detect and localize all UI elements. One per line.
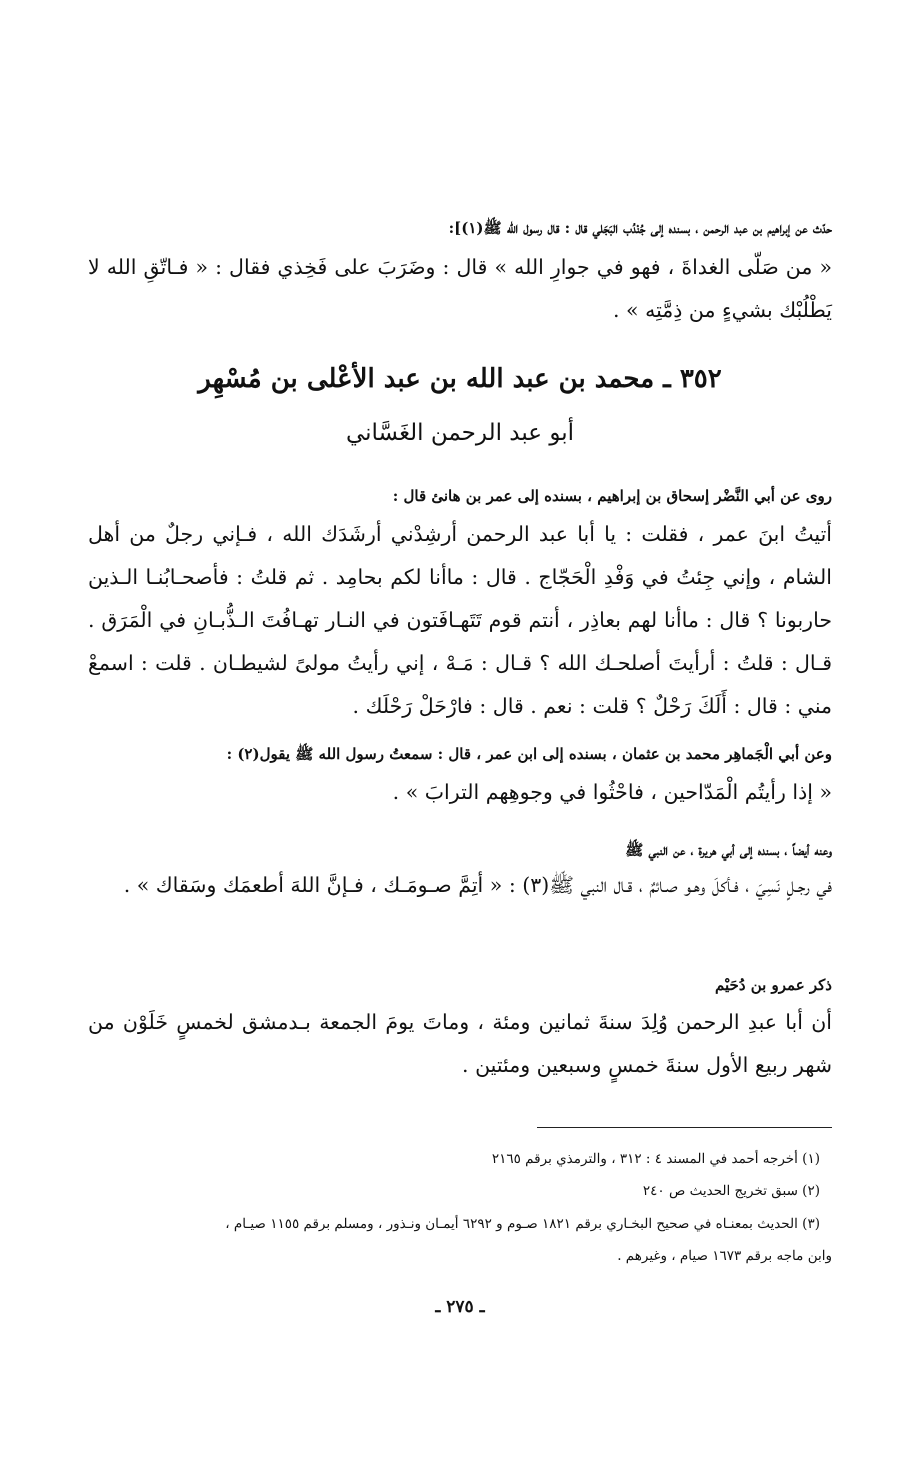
biography-subtitle: أبو عبد الرحمن الغَسَّاني [345, 420, 575, 446]
footnote-1: (١) أخرجه أحمد في المسند ٤ : ٣١٢ ، والترمذي برقم ٢١٦٥ [491, 1151, 820, 1167]
death-matn: أن أبا عبدِ الرحمن وُلِدَ سنةَ ثمانين ومئة ، وماتَ يومَ الجمعة بـدمشق لخمسٍ خَلَوْن من شهر ربيع الأول سنةَ خمسٍ وسبعين ومئتين . [88, 1010, 832, 1077]
hadith1-isnad: حدّث عن إبراهيم بن عبد الرحمن ، بسنده إلى جُنْدُب البَجَلي قال : قال رسول الله ﷺ(١)]: [448, 219, 832, 237]
narration2-matn: « إذا رأيتُم الْمَدّاحين ، فاحْثُوا في وجوهِهم الترابَ » . [392, 780, 832, 804]
biography-title: ٣٥٢ ـ محمد بن عبد الله بن عبد الأعْلى بن مُسْهِر [198, 364, 722, 394]
narration3-isnad: وعنه أيضاً ، بسنده إلى أبي هريرة ، عن النبي ﷺ [625, 841, 832, 859]
death-isnad: ذكر عمرو بن دُحَيْم [715, 976, 832, 994]
narration1-matn: أتيتُ ابنَ عمر ، فقلت : يا أبا عبد الرحمن أرشِدْني أرشَدَك الله ، فـإني رجلٌ من أهل الشام ، وإني جِئتُ في وَفْدِ الْحَجّاج . قال : ماأنا لكم بحامِد . ثم قلتُ : فأصحـابُنـا الـذين حاربونا ؟ قال : ماأنا لهم بعاذِر ، أنتم قوم تَتَهـافَتون في النـار تهـافُتَ الـذُّبـانِ في الْمَرَق . قـال : قلتُ : أرأيتَ أصلحـك الله ؟ قـال : مَـهْ ، إني رأيتُ مولىً لشيطـان . قلت : اسمعْ مني : قال : أَلَكَ رَحْلٌ ؟ قلت : نعم . قال : فارْحَلْ رَحْلَك . [88, 522, 832, 718]
narration3-matn: في رجـلٍ نَسِيَ ، فـأكلَ وهـو صـائمٌ ، قـال النبي ﷺ(٣) : « أتِمَّ صـومَـك ، فـإنَّ اللهَ أطعمَك وسَقاك » . [123, 873, 832, 897]
footnote-divider [537, 1127, 832, 1128]
footnote-3: (٣) الحديث بمعنـاه في صحيح البخـاري برقم ١٨٢١ صـوم و ٦٢٩٢ أيمـان ونـذور ، ومسلم برقم ١١٥٥ صيـام ، [225, 1216, 820, 1232]
narration1-isnad: روى عن أبي النَّضْر إسحاق بن إبراهيم ، بسنده إلى عمر بن هانئ قال : [392, 487, 832, 505]
footnote-3-continuation: وابن ماجه برقم ١٦٧٣ صيام ، وغيرهم . [617, 1248, 832, 1264]
footnote-2: (٢) سبق تخريج الحديث ص ٢٤٠ [642, 1183, 820, 1199]
page-number: ـ ٢٧٥ ـ [435, 1297, 485, 1317]
narration2-isnad: وعن أبي الْجَماهِر محمد بن عثمان ، بسنده إلى ابن عمر ، قال : سمعتُ رسول الله ﷺ يقول(٢) : [226, 745, 832, 763]
hadith1-matn: « من صَلّى الغداةَ ، فهو في جوارِ الله » قال : وضَرَبَ على فَخِذي فقال : « فـاتّقِ الله لا يَطْلُبْك بشيءٍ من ذِمَّتِه » . [88, 255, 832, 322]
